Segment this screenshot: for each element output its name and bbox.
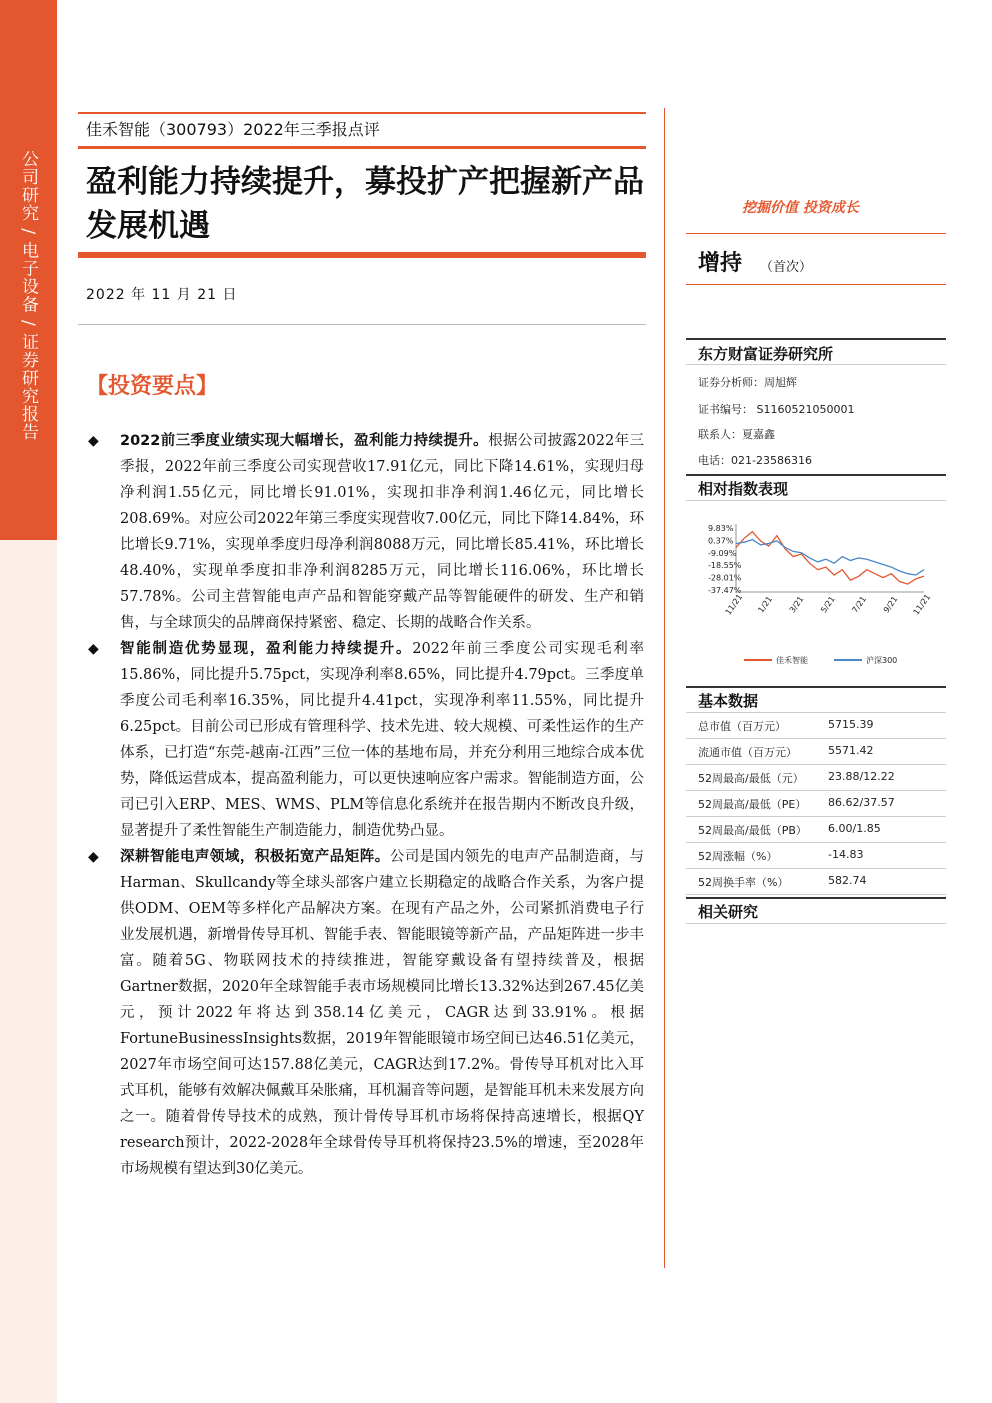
- column-divider: [664, 108, 665, 1268]
- header-top-rule: [78, 112, 646, 114]
- key-data-label: 52周最高/最低（PE）: [698, 798, 807, 811]
- x-tick-label: 5/21: [819, 594, 837, 615]
- key-data-row-rule: [686, 764, 946, 765]
- y-tick-label: 0.37%: [708, 536, 734, 546]
- key-data-row-rule: [686, 816, 946, 817]
- rating-label: 增持: [698, 251, 743, 276]
- related-research-heading: 相关研究: [698, 903, 759, 921]
- key-data-value: -14.83: [828, 848, 864, 861]
- y-tick-label: -18.55%: [708, 561, 742, 571]
- diamond-bullet-icon: ◆: [88, 641, 99, 657]
- contact-name: 联系人：夏嘉鑫: [698, 428, 775, 441]
- key-data-value: 582.74: [828, 874, 867, 887]
- y-tick-label: -37.47%: [708, 586, 742, 595]
- phone-number: 电话：021-23586316: [698, 454, 812, 467]
- key-data-value: 6.00/1.85: [828, 822, 881, 835]
- date-divider: [78, 324, 646, 325]
- series-line: [736, 540, 924, 575]
- x-tick-label: 11/21: [911, 592, 933, 617]
- key-data-value: 5715.39: [828, 718, 874, 731]
- key-data-label: 52周最高/最低（元）: [698, 772, 804, 785]
- page-title: 盈利能力持续提升，募投扩产把握新产品发展机遇: [86, 164, 644, 244]
- investment-heading: 【投资要点】: [86, 373, 219, 399]
- key-data-label: 52周涨幅（%）: [698, 850, 778, 863]
- header-mid-rule: [78, 146, 646, 149]
- key-data-label: 52周换手率（%）: [698, 876, 789, 889]
- y-tick-label: 9.83%: [708, 524, 734, 533]
- investment-bullet: [86, 844, 644, 1182]
- keydata-heading-rule: [686, 712, 946, 713]
- legend-label: 沪深300: [866, 656, 898, 665]
- chart-heading-rule: [686, 474, 946, 476]
- x-tick-label: 11/21: [723, 592, 745, 617]
- chart-heading-bottom-rule: [686, 500, 946, 501]
- rating-rule: [686, 284, 946, 285]
- key-data-row-rule: [686, 842, 946, 843]
- x-tick-label: 3/21: [787, 594, 806, 615]
- diamond-bullet-icon: ◆: [88, 433, 99, 449]
- org-rule: [686, 338, 946, 340]
- key-data-row-rule: [686, 894, 946, 895]
- title-bottom-rule: [78, 252, 646, 258]
- key-data-label: 52周最高/最低（PB）: [698, 824, 807, 837]
- report-subtitle: 佳禾智能（300793）2022年三季报点评: [86, 120, 380, 139]
- key-data-value: 86.62/37.57: [828, 796, 895, 809]
- sidebar-category-text: 公司研究 / 电子设备 / 证券研究报告: [18, 150, 38, 442]
- investment-body: [86, 428, 644, 1182]
- x-tick-label: 7/21: [850, 594, 869, 615]
- investment-bullet: [86, 636, 644, 844]
- key-data-row-rule: [686, 738, 946, 739]
- slogan: 挖掘价值 投资成长: [742, 200, 859, 216]
- bullet-text: 2022年前三季度公司实现毛利率15.86%，同比提升5.75pct，实现净利率8.65%，同比提升4.79pct。三季度单季度公司毛利率16.35%，同比提升4.41pct，实现净利率11.55%，同比提升6.25pct。目前公司已形成有管理科学、技术先进、较大规模、可柔性运作的生产体系，已打造“东莞-越南-江西”三位一体的基地布局，并充分利用三地综合成本优势，降低运营成本，提高盈利能力，可以更快速响应客户需求。智能制造方面，公司已引入ERP、MES、WMS、PLM等信息化系统并在报告期内不断改良升级，显著提升了柔性智能生产制造能力，制造优势凸显。: [120, 641, 645, 839]
- chart-heading: 相对指数表现: [698, 480, 789, 498]
- x-tick-label: 1/21: [756, 594, 775, 615]
- legend-label: 佳禾智能: [776, 656, 808, 665]
- bullet-text: 根据公司披露2022年三季报，2022年前三季度公司实现营收17.91亿元，同比下降14.61%，实现归母净利润1.55亿元，同比增长91.01%，实现扣非净利润1.46亿元，同比增长208.69%。对应公司2022年第三季度实现营收7.00亿元，同比下降14.84%，环比增长9.71%，实现单季度归母净利润8088万元，同比增长85.41%，环比增长48.40%，实现单季度扣非净利润8285万元，同比增长116.06%，环比增长57.78%。公司主营智能电声产品和智能穿戴产品等智能硬件的研发、生产和销售，与全球顶尖的品牌商保持紧密、稳定、长期的战略合作关系。: [120, 433, 644, 631]
- series-line: [736, 532, 924, 584]
- investment-bullet: [86, 428, 644, 636]
- keydata-top-rule: [686, 686, 946, 688]
- key-data-value: 23.88/12.22: [828, 770, 895, 783]
- bullet-lead: 深耕智能电声领域，积极拓宽产品矩阵。: [120, 849, 390, 865]
- diamond-bullet-icon: ◆: [88, 849, 99, 865]
- report-date: 2022 年 11 月 21 日: [86, 287, 238, 303]
- related-bottom-rule: [686, 923, 946, 924]
- cert-number: 证书编号： S1160521050001: [698, 403, 855, 416]
- relative-index-chart: [686, 508, 946, 678]
- bullet-lead: 2022前三季度业绩实现大幅增长，盈利能力持续提升。: [120, 433, 489, 449]
- research-org: 东方财富证券研究所: [698, 345, 834, 363]
- key-data-row-rule: [686, 868, 946, 869]
- org-bottom-rule: [686, 364, 946, 365]
- key-data-label: 总市值（百万元）: [698, 720, 786, 733]
- y-tick-label: -9.09%: [708, 548, 737, 558]
- rating-note: （首次）: [760, 260, 813, 275]
- key-data-row-rule: [686, 790, 946, 791]
- bullet-text: 公司是国内领先的电声产品制造商，与Harman、Skullcandy等全球头部客户建立长期稳定的战略合作关系，为客户提供ODM、OEM等多样化产品解决方案。在现有产品之外，公司紧抓消费电子行业发展机遇，新增骨传导耳机、智能手表、智能眼镜等新产品，产品矩阵进一步丰富。随着5G、物联网技术的持续推进，智能穿戴设备有望持续普及，根据Gartner数据，2020年全球智能手表市场规模同比增长13.32%达到267.45亿美元，预计2022年将达到358.14亿美元，CAGR达到33.91%。根据FortuneBusinessInsights数据，2019年智能眼镜市场空间已达46.51亿美元，2027年市场空间可达157.88亿美元，CAGR达到17.2%。骨传导耳机对比入耳式耳机，能够有效解决佩戴耳朵胀痛，耳机漏音等问题，是智能耳机未来发展方向之一。随着骨传导技术的成熟，预计骨传导耳机市场将保持高速增长，根据QY research预计，2022-2028年全球骨传导耳机将保持23.5%的增速，至2028年市场规模有望达到30亿美元。: [120, 849, 644, 1177]
- key-data-heading: 基本数据: [698, 692, 759, 710]
- sidebar: [0, 0, 57, 1403]
- analyst-name: 证券分析师：周旭辉: [698, 376, 797, 389]
- y-tick-label: -28.01%: [708, 573, 742, 583]
- key-data-value: 5571.42: [828, 744, 874, 757]
- x-tick-label: 9/21: [881, 594, 900, 615]
- bullet-lead: 智能制造优势显现，盈利能力持续提升。: [120, 641, 413, 657]
- key-data-label: 流通市值（百万元）: [698, 746, 797, 759]
- chart-svg: [686, 508, 946, 678]
- related-top-rule: [686, 897, 946, 899]
- slogan-rule: [686, 233, 946, 234]
